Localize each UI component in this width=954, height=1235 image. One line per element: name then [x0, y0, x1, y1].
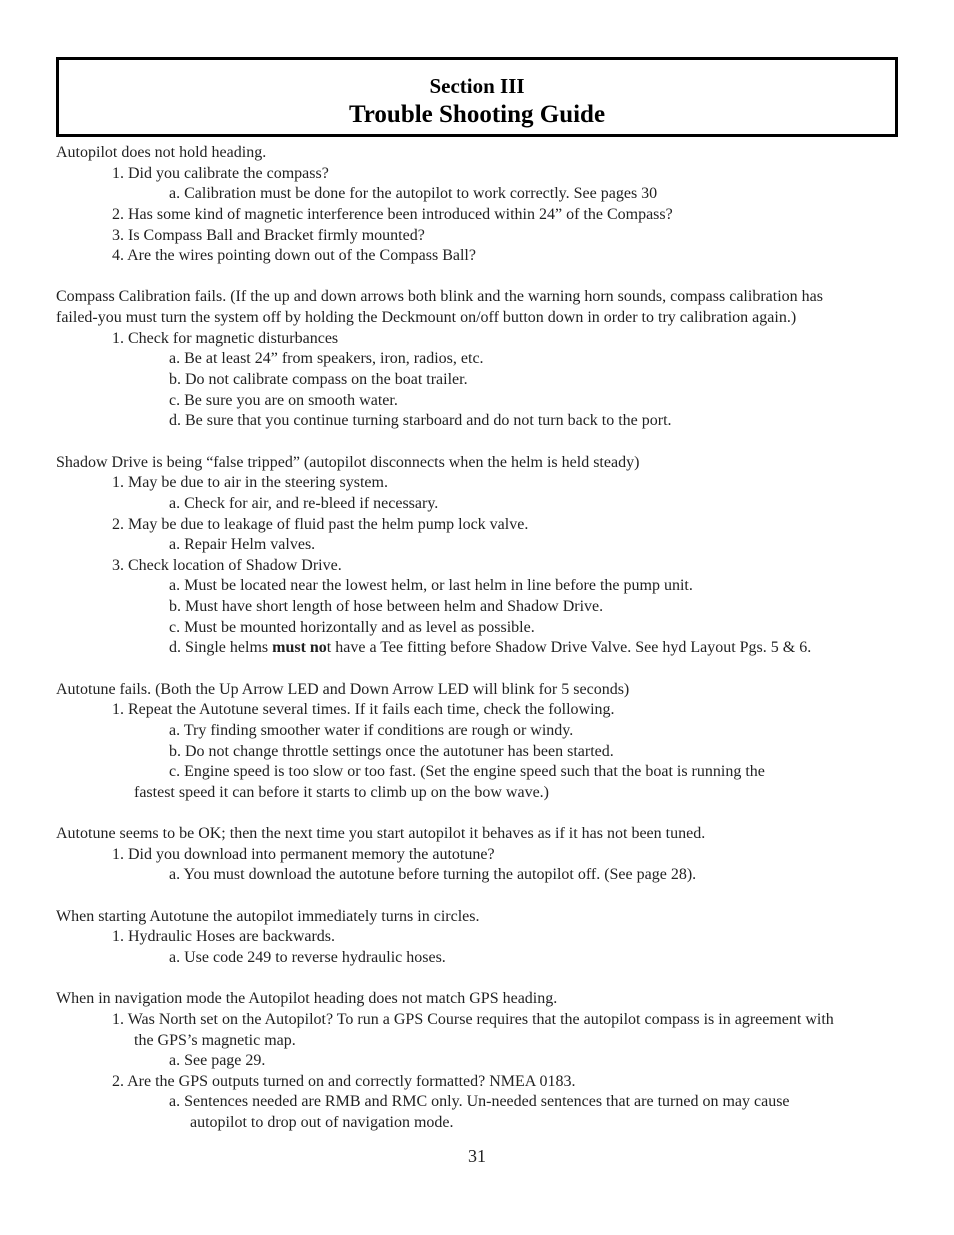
troubleshooting-content [56, 143, 901, 1134]
sub-item: a. You must download the autotune before turning the autopilot off. (See page 28). [169, 866, 697, 884]
spacer [56, 267, 901, 288]
sub-item: c. Engine speed is too slow or too fast. (Set the engine speed such that the boat is running the [169, 763, 765, 781]
check-item: 3. Check location of Shadow Drive. [112, 556, 342, 574]
problem-heading: Compass Calibration fails. (If the up and down arrows both blink and the warning horn sounds, compass calibration has [56, 288, 823, 306]
check-item: 1. Repeat the Autotune several times. If it fails each time, check the following. [112, 701, 615, 719]
sub-item: d. Be sure that you continue turning starboard and do not turn back to the port. [169, 412, 672, 430]
sub-item: b. Must have short length of hose between helm and Shadow Drive. [169, 598, 604, 616]
check-item: 1. Did you calibrate the compass? [112, 164, 329, 182]
check-item: 1. May be due to air in the steering system. [112, 474, 388, 492]
sub-item: a. Check for air, and re-bleed if necessary. [169, 494, 439, 512]
emphasis-text: must no [272, 639, 327, 657]
sub-item: a. Must be located near the lowest helm, or last helm in line before the pump unit. [169, 577, 693, 595]
problem-heading-continued: failed-you must turn the system off by holding the Deckmount on/off button down in order to try calibration again.) [56, 309, 797, 327]
spacer [56, 804, 901, 825]
spacer [56, 659, 901, 680]
sub-item: b. Do not change throttle settings once the autotuner has been started. [169, 742, 614, 760]
check-item: 1. Check for magnetic disturbances [112, 329, 339, 347]
sub-item-text: t have a Tee fitting before Shadow Drive Valve. See hyd Layout Pgs. 5 & 6. [326, 639, 812, 657]
page-title: Trouble Shooting Guide [348, 101, 606, 128]
sub-item: a. See page 29. [169, 1052, 266, 1070]
check-item: 2. Has some kind of magnetic interference been introduced within 24” of the Compass? [112, 205, 673, 223]
sub-item-continued: autopilot to drop out of navigation mode. [190, 1114, 454, 1132]
check-item: 1. Was North set on the Autopilot? To run a GPS Course requires that the autopilot compass is in agreement with [112, 1010, 834, 1028]
page-number: 31 [468, 1146, 486, 1166]
check-item: 4. Are the wires pointing down out of the Compass Ball? [112, 247, 476, 265]
check-item: 1. Hydraulic Hoses are backwards. [112, 928, 336, 946]
problem-heading: Autopilot does not hold heading. [56, 144, 267, 161]
sub-item: a. Be at least 24” from speakers, iron, radios, etc. [169, 350, 484, 368]
spacer [56, 969, 901, 990]
problem-heading: Autotune seems to be OK; then the next time you start autopilot it behaves as if it has not been tuned. [56, 825, 706, 843]
sub-item-text: d. Single helms [169, 639, 273, 657]
problem-heading: When in navigation mode the Autopilot heading does not match GPS heading. [56, 990, 558, 1008]
sub-item: b. Do not calibrate compass on the boat trailer. [169, 371, 468, 389]
sub-item: a. Use code 249 to reverse hydraulic hoses. [169, 948, 446, 966]
problem-heading: Autotune fails. (Both the Up Arrow LED and Down Arrow LED will blink for 5 seconds) [56, 680, 630, 698]
spacer [56, 432, 901, 453]
sub-item: a. Repair Helm valves. [169, 536, 316, 554]
check-item: 2. Are the GPS outputs turned on and correctly formatted? NMEA 0183. [112, 1072, 576, 1090]
sub-item-continued: fastest speed it can before it starts to climb up on the bow wave.) [134, 783, 549, 801]
check-item: 1. Did you download into permanent memory the autotune? [112, 845, 495, 863]
problem-heading: Shadow Drive is being “false tripped” (autopilot disconnects when the helm is held steady) [56, 453, 640, 471]
sub-item: a. Try finding smoother water if conditions are rough or windy. [169, 721, 574, 739]
problem-heading: When starting Autotune the autopilot immediately turns in circles. [56, 907, 480, 925]
sub-item: c. Must be mounted horizontally and as level as possible. [169, 618, 535, 636]
check-item-continued: the GPS’s magnetic map. [134, 1031, 296, 1049]
sub-item-single-helms [56, 638, 901, 659]
sub-item: a. Sentences needed are RMB and RMC only. Un-needed sentences that are turned on may cause [169, 1093, 790, 1111]
spacer [56, 886, 901, 907]
section-header-box [56, 57, 898, 137]
sub-item: a. Calibration must be done for the autopilot to work correctly. See pages 30 [169, 185, 658, 203]
check-item: 2. May be due to leakage of fluid past the helm pump lock valve. [112, 515, 529, 533]
sub-item: c. Be sure you are on smooth water. [169, 391, 398, 409]
section-label: Section III [429, 74, 525, 98]
check-item: 3. Is Compass Ball and Bracket firmly mounted? [112, 226, 425, 244]
